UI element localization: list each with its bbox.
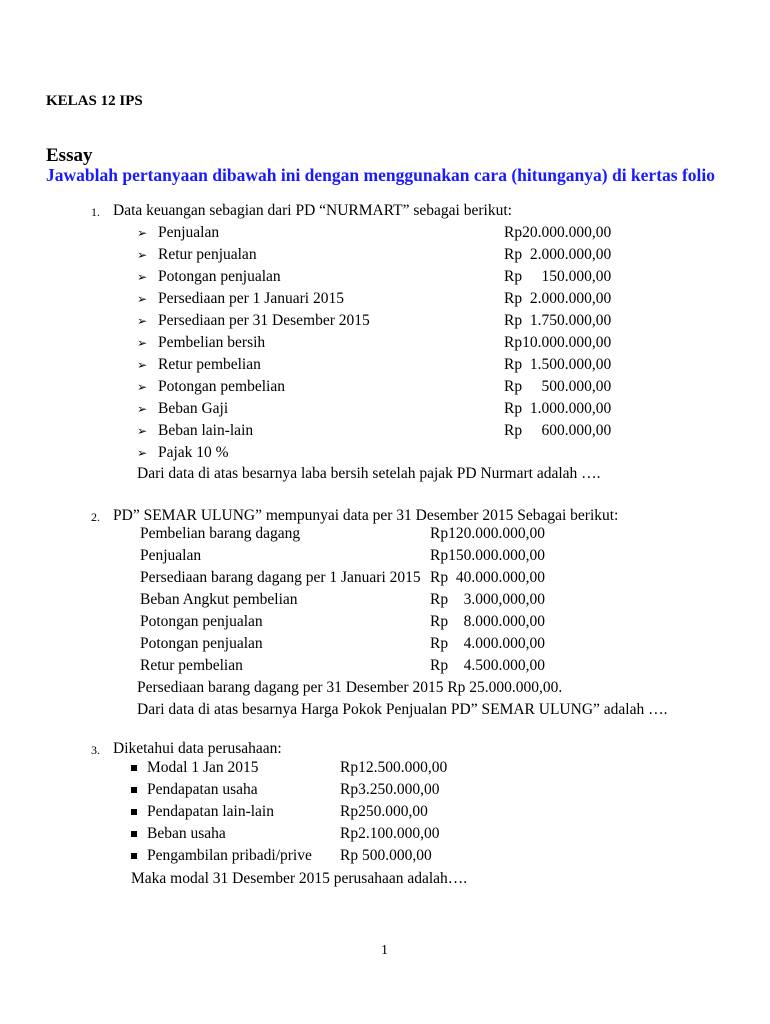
question-2-closing: Persediaan barang dagang per 31 Desember 2015 Rp 25.000.000,00. <box>137 679 563 696</box>
item-label: Potongan penjualan <box>158 268 281 285</box>
item-amount: Rp 40.000.000,00 <box>430 569 545 586</box>
item-amount: Rp 150.000,00 <box>504 268 612 285</box>
item-label: Pengambilan pribadi/prive <box>147 847 312 864</box>
arrow-bullet-icon: ➢ <box>137 248 148 262</box>
item-label: Pendapatan lain-lain <box>147 803 274 820</box>
arrow-bullet-icon: ➢ <box>137 424 148 438</box>
question-3-intro: Diketahui data perusahaan: <box>113 740 282 757</box>
question-3-number: 3. <box>91 743 100 757</box>
page-number: 1 <box>381 943 388 958</box>
item-amount: Rp 500.000,00 <box>504 378 612 395</box>
item-label: Pendapatan usaha <box>147 781 258 798</box>
item-label: Persediaan barang dagang per 1 Januari 2015 <box>140 569 421 586</box>
item-amount: Rp10.000.000,00 <box>504 334 612 351</box>
square-bullet-icon <box>131 765 137 771</box>
arrow-bullet-icon: ➢ <box>137 292 148 306</box>
question-1-prompt: Dari data di atas besarnya laba bersih setelah pajak PD Nurmart adalah …. <box>137 465 601 482</box>
item-label: Retur pembelian <box>158 356 261 373</box>
item-label: Modal 1 Jan 2015 <box>147 759 259 776</box>
arrow-bullet-icon: ➢ <box>137 380 148 394</box>
item-label: Retur penjualan <box>158 246 257 263</box>
item-amount: Rp 1.500.000,00 <box>504 356 612 373</box>
arrow-bullet-icon: ➢ <box>137 270 148 284</box>
item-amount: Rp2.100.000,00 <box>340 825 440 842</box>
question-1-number: 1. <box>91 205 100 219</box>
item-label: Persediaan per 1 Januari 2015 <box>158 290 344 307</box>
item-label: Penjualan <box>158 224 220 241</box>
question-3-prompt: Maka modal 31 Desember 2015 perusahaan adalah…. <box>131 870 468 887</box>
item-label: Pembelian barang dagang <box>140 525 301 542</box>
square-bullet-icon <box>131 809 137 815</box>
instruction-text: Jawablah pertanyaan dibawah ini dengan menggunakan cara (hitunganya) di kertas folio <box>46 165 716 185</box>
item-label: Retur pembelian <box>140 657 243 674</box>
item-amount: Rp 4.500.000,00 <box>430 657 545 674</box>
item-amount: Rp 4.000.000,00 <box>430 635 545 652</box>
class-title: KELAS 12 IPS <box>46 93 143 109</box>
question-2-prompt: Dari data di atas besarnya Harga Pokok Penjualan PD” SEMAR ULUNG” adalah …. <box>137 701 668 718</box>
item-amount: Rp 1.000.000,00 <box>504 400 612 417</box>
item-label: Penjualan <box>140 547 202 564</box>
item-amount: Rp12.500.000,00 <box>340 759 448 776</box>
question-2-number: 2. <box>91 510 100 524</box>
question-2-intro: PD” SEMAR ULUNG” mempunyai data per 31 Desember 2015 Sebagai berikut: <box>113 507 619 524</box>
item-label: Potongan penjualan <box>140 635 263 652</box>
item-label: Pembelian bersih <box>158 334 266 351</box>
square-bullet-icon <box>131 787 137 793</box>
item-amount: Rp20.000.000,00 <box>504 224 612 241</box>
item-label: Beban Gaji <box>158 400 229 417</box>
item-amount: Rp250.000,00 <box>340 803 428 820</box>
square-bullet-icon <box>131 831 137 837</box>
arrow-bullet-icon: ➢ <box>137 402 148 416</box>
item-amount: Rp150.000.000,00 <box>430 547 545 564</box>
item-amount: Rp 500.000,00 <box>340 847 432 864</box>
item-amount: Rp 2.000.000,00 <box>504 290 612 307</box>
arrow-bullet-icon: ➢ <box>137 314 148 328</box>
item-amount: Rp 1.750.000,00 <box>504 312 612 329</box>
item-amount: Rp3.250.000,00 <box>340 781 440 798</box>
question-1-intro: Data keuangan sebagian dari PD “NURMART” sebagai berikut: <box>113 202 512 219</box>
item-label: Potongan penjualan <box>140 613 263 630</box>
arrow-bullet-icon: ➢ <box>137 226 148 240</box>
item-label: Beban lain-lain <box>158 422 254 439</box>
item-label: Beban usaha <box>147 825 226 842</box>
item-label: Beban Angkut pembelian <box>140 591 298 608</box>
essay-title: Essay <box>46 145 93 166</box>
item-amount: Rp 600.000,00 <box>504 422 612 439</box>
square-bullet-icon <box>131 853 137 859</box>
item-amount: Rp120.000.000,00 <box>430 525 545 542</box>
item-label: Pajak 10 % <box>158 444 229 461</box>
arrow-bullet-icon: ➢ <box>137 358 148 372</box>
item-amount: Rp 8.000.000,00 <box>430 613 545 630</box>
item-label: Persediaan per 31 Desember 2015 <box>158 312 370 329</box>
item-amount: Rp 3.000,000,00 <box>430 591 545 608</box>
item-amount: Rp 2.000.000,00 <box>504 246 612 263</box>
arrow-bullet-icon: ➢ <box>137 336 148 350</box>
arrow-bullet-icon: ➢ <box>137 446 148 460</box>
item-label: Potongan pembelian <box>158 378 285 395</box>
